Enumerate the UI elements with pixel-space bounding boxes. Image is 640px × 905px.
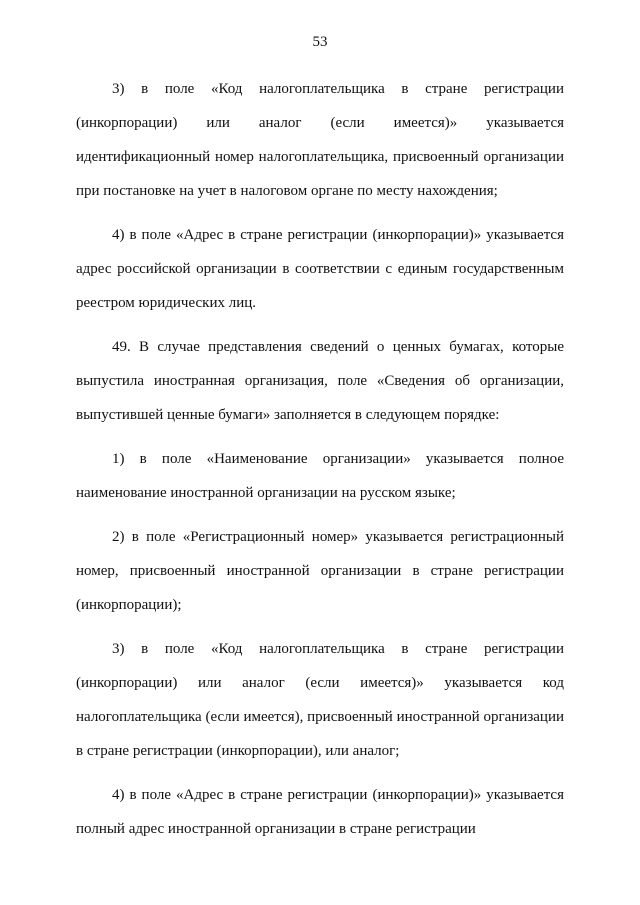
paragraph-item-4-address: 4) в поле «Адрес в стране регистрации (инкорпорации)» указывается адрес российской организации в соответствии с единым государственным реестром юридических лиц. xyxy=(76,227,564,311)
paragraph-item-1-organization-name: 1) в поле «Наименование организации» указывается полное наименование иностранной организации на русском языке; xyxy=(76,451,564,501)
paragraph-item-3-taxpayer-code: 3) в поле «Код налогоплательщика в стране регистрации (инкорпорации) или аналог (если имеется)» указывается идентификационный номер налогоплательщика, присвоенный организации при постановке на учет в налоговом органе по месту нахождения; xyxy=(76,81,564,199)
paragraph-clause-49: 49. В случае представления сведений о ценных бумагах, которые выпустила иностранная организация, поле «Сведения об организации, выпустившей ценные бумаги» заполняется в следующем порядке: xyxy=(76,339,564,423)
paragraph-item-4-foreign-address: 4) в поле «Адрес в стране регистрации (инкорпорации)» указывается полный адрес иностранной организации в стране регистрации xyxy=(76,787,564,837)
document-body xyxy=(76,72,564,856)
paragraph-item-2-registration-number: 2) в поле «Регистрационный номер» указывается регистрационный номер, присвоенный иностранной организации в стране регистрации (инкорпорации); xyxy=(76,529,564,613)
page-number: 53 xyxy=(312,34,328,50)
paragraph-item-3-foreign-taxpayer-code: 3) в поле «Код налогоплательщика в стране регистрации (инкорпорации) или аналог (если имеется)» указывается код налогоплательщика (если имеется), присвоенный иностранной организации в стране регистрации (инкорпорации), или аналог; xyxy=(76,641,564,759)
